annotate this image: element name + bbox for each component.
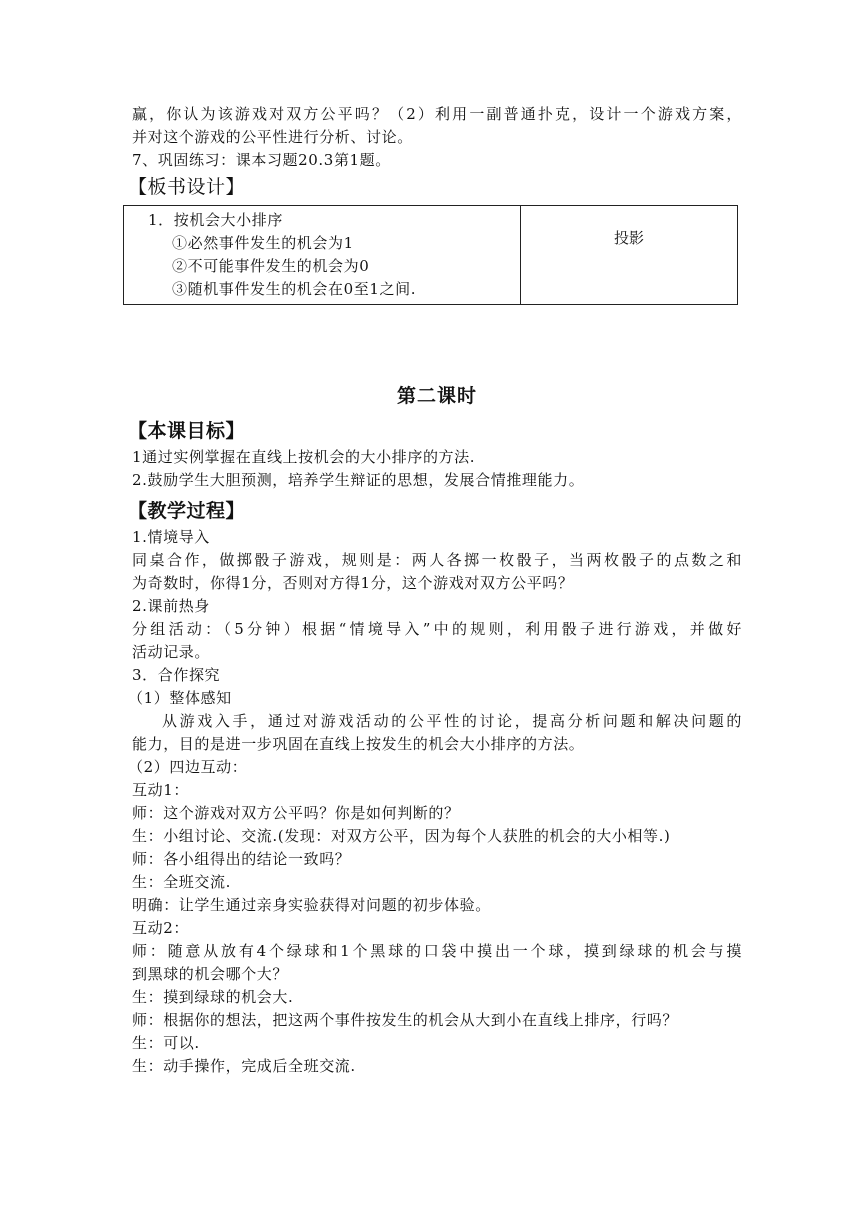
dialogue-line: 师：各小组得出的结论一致吗？ [132,850,351,868]
board-left-cell [124,206,521,304]
subsection-title: （1）整体感知 [128,689,232,707]
dialogue-line: 师：根据你的想法，把这两个事件按发生的机会从大到小在直线上排序，行吗？ [132,1011,679,1029]
board-design-table [123,205,738,305]
interaction-title: 互动1： [132,781,189,799]
board-right-cell: 投影 [613,229,644,247]
goal-item: 1通过实例掌握在直线上按机会的大小排序的方法. [132,448,476,466]
dialogue-line: 师：随意从放有4个绿球和1个黑球的口袋中摸出一个球，摸到绿球的机会与摸 [132,942,742,960]
paragraph-line: 从游戏入手，通过对游戏活动的公平性的讨论，提高分析问题和解决问题的 [162,712,742,730]
dialogue-line: 生：可以. [132,1034,200,1052]
section-title: 2.课前热身 [132,597,210,615]
board-design-heading: 【板书设计】 [128,176,246,198]
dialogue-line: 明确：让学生通过亲身实验获得对问题的初步体验。 [132,896,491,914]
board-title: 1．按机会大小排序 [148,211,283,229]
dialogue-line: 生：摸到绿球的机会大. [132,988,294,1006]
process-heading: 【教学过程】 [128,500,246,522]
dialogue-line: 到黑球的机会哪个大？ [132,965,289,983]
intro-line-3: 7、巩固练习：课本习题20.3第1题。 [132,151,391,169]
paragraph-line: 同桌合作，做掷骰子游戏，规则是：两人各掷一枚骰子，当两枚骰子的点数之和 [132,551,742,569]
interaction-title: 互动2： [132,919,189,937]
paragraph-line: 分组活动：（5分钟）根据“情境导入”中的规则，利用骰子进行游戏，并做好 [132,620,742,638]
lesson-title: 第二课时 [396,385,477,407]
paragraph-line: 活动记录。 [132,643,211,661]
section-title: 1.情境导入 [132,528,210,546]
subsection-title: （2）四边互动： [128,758,248,776]
document-page [128,103,742,1078]
dialogue-line: 生：全班交流. [132,873,231,891]
dialogue-line: 生：小组讨论、交流.(发现：对双方公平，因为每个人获胜的机会的大小相等.) [132,827,671,845]
board-item: ②不可能事件发生的机会为0 [172,257,370,275]
goal-item: 2.鼓励学生大胆预测，培养学生辩证的思想，发展合情推理能力。 [132,471,585,489]
board-item: ③随机事件发生的机会在0至1之间. [172,280,417,298]
dialogue-line: 师：这个游戏对双方公平吗？你是如何判断的？ [132,804,460,822]
board-item: ①必然事件发生的机会为1 [172,234,354,252]
paragraph-line: 为奇数时，你得1分，否则对方得1分，这个游戏对双方公平吗？ [132,574,574,592]
goals-heading: 【本课目标】 [128,420,246,442]
dialogue-line: 生：动手操作，完成后全班交流. [132,1057,356,1075]
intro-line-2: 并对这个游戏的公平性进行分析、讨论。 [132,128,413,146]
section-title: 3．合作探究 [132,666,221,684]
intro-line-1: 赢，你认为该游戏对双方公平吗？（2）利用一副普通扑克，设计一个游戏方案， [132,105,742,123]
paragraph-line: 能力，目的是进一步巩固在直线上按发生的机会大小排序的方法。 [132,735,585,753]
